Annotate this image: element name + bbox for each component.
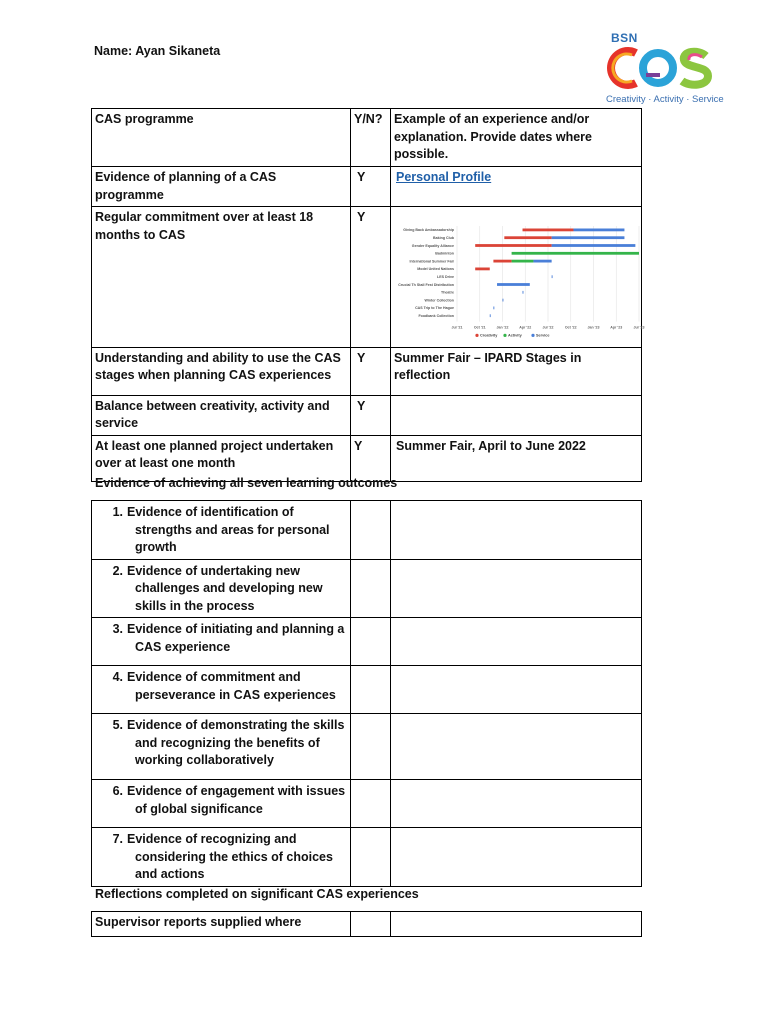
- chart-bar-segment: [493, 260, 511, 263]
- chart-category-label: Winter Collection: [424, 298, 454, 303]
- example-cell: [391, 395, 642, 435]
- chart-bar-segment: [533, 260, 551, 263]
- logo-tagline: Creativity · Activity · Service: [606, 94, 724, 105]
- chart-bar-segment: [573, 229, 624, 232]
- learning-outcome-text: and recognizing the benefits of: [135, 735, 320, 750]
- chart-category-label: Foodbank Collection: [418, 314, 454, 318]
- example-cell: [391, 501, 642, 560]
- yn-cell: Y: [351, 435, 391, 481]
- example-cell: [391, 828, 642, 887]
- learning-outcome-cell: [92, 666, 351, 714]
- chart-category-label: Model United Nations: [417, 267, 454, 272]
- chart-cell: [391, 207, 645, 348]
- header-example: Example of an experience and/or explanation. Provide dates where possible.: [391, 109, 642, 167]
- example-cell: [391, 780, 642, 828]
- yn-cell: [351, 780, 391, 828]
- learning-outcome-text: skills in the process: [135, 598, 255, 613]
- chart-bar-segment: [552, 236, 625, 239]
- table-row: [92, 207, 642, 348]
- learning-outcome-text: Evidence of demonstrating the skills: [127, 718, 345, 732]
- example-cell: [391, 912, 642, 937]
- example-cell: [391, 618, 642, 666]
- supervisor-table: [91, 911, 642, 937]
- chart-bar-segment: [504, 236, 551, 239]
- criterion-cell: Supervisor reports supplied where: [92, 912, 351, 937]
- chart-bar-segment: [475, 268, 490, 271]
- learning-outcome-row: [92, 666, 642, 714]
- learning-outcome-number: 3.: [112, 622, 123, 636]
- yn-cell: [351, 912, 391, 937]
- chart-bar-segment: [552, 275, 553, 278]
- chart-bar-segment: [493, 307, 494, 310]
- chart-category-label: Giving Back Ambassadorship: [403, 228, 454, 233]
- chart-bar-segment: [512, 252, 639, 255]
- chart-legend-swatch: [503, 334, 506, 337]
- chart-x-tick-label: Apr '22: [519, 325, 532, 330]
- learning-outcome-row: [92, 501, 642, 560]
- chart-x-tick-label: Jan '22: [496, 325, 509, 330]
- learning-outcome-text: strengths and areas for personal: [135, 522, 330, 537]
- learning-outcome-text: and actions: [135, 867, 205, 881]
- chart-legend-label: Activity: [508, 333, 522, 338]
- learning-outcome-row: [92, 618, 642, 666]
- criterion-cell: At least one planned project undertaken over at least one month: [92, 435, 351, 481]
- learning-outcome-number: 1.: [112, 505, 123, 519]
- chart-category-label: Baking Club: [433, 236, 454, 240]
- reflections-heading: Reflections completed on significant CAS experiences: [95, 887, 419, 901]
- cas-timeline-chart: [397, 221, 645, 341]
- learning-outcome-text: Evidence of recognizing and: [127, 832, 297, 846]
- chart-bar-segment: [503, 299, 504, 302]
- learning-outcome-text: Evidence of engagement with issues: [127, 784, 346, 798]
- yn-cell: [351, 559, 391, 618]
- bsn-cas-logo: [602, 30, 724, 106]
- learning-outcome-cell: [92, 618, 351, 666]
- chart-category-label: Gender Equality Alliance: [411, 243, 454, 248]
- example-cell: [391, 714, 642, 780]
- example-cell: Summer Fair, April to June 2022: [391, 435, 642, 481]
- learning-outcome-text: CAS experience: [135, 639, 231, 654]
- chart-category-label: International Summer Fair: [409, 259, 454, 264]
- chart-legend-swatch: [531, 334, 534, 337]
- chart-category-label: Theatre: [441, 290, 454, 295]
- cas-programme-table: [91, 108, 645, 482]
- chart-legend-swatch: [475, 334, 478, 337]
- table-header-row: [92, 109, 642, 167]
- learning-outcome-row: [92, 780, 642, 828]
- learning-outcome-number: 6.: [112, 784, 123, 798]
- example-cell: [391, 559, 642, 618]
- yn-cell: [351, 828, 391, 887]
- learning-outcome-text: challenges and developing new: [135, 581, 323, 595]
- chart-bar-segment: [552, 244, 636, 247]
- chart-x-tick-label: Oct '22: [564, 325, 577, 330]
- chart-legend-label: Service: [536, 333, 550, 338]
- chart-category-label: LES Drive: [437, 275, 454, 279]
- learning-outcome-cell: [92, 780, 351, 828]
- chart-x-tick-label: Jul '21: [451, 325, 463, 330]
- chart-bar-segment: [475, 244, 551, 247]
- cas-logo-mark: [602, 45, 714, 91]
- learning-outcome-text: growth: [135, 540, 177, 554]
- chart-bar-segment: [512, 260, 534, 263]
- learning-outcomes-heading: Evidence of achieving all seven learning outcomes: [95, 476, 398, 490]
- chart-category-label: Crucial Th Stall Fest Distribution: [398, 282, 454, 287]
- criterion-cell: Evidence of planning of a CAS programme: [92, 167, 351, 207]
- yn-cell: Y: [351, 207, 391, 348]
- learning-outcome-row: [92, 714, 642, 780]
- learning-outcome-cell: [92, 828, 351, 887]
- chart-bar-segment: [523, 229, 574, 232]
- chart-legend-label: Creativity: [480, 333, 498, 338]
- learning-outcome-text: Evidence of undertaking new: [127, 563, 300, 578]
- learning-outcome-number: 7.: [112, 832, 123, 846]
- yn-cell: [351, 501, 391, 560]
- table-row: [92, 167, 642, 207]
- chart-x-tick-label: Oct '21: [473, 325, 486, 330]
- chart-category-label: CAS Trip to The Hague: [415, 306, 454, 311]
- learning-outcome-cell: [92, 501, 351, 560]
- learning-outcome-text: considering the ethics of choices: [135, 849, 333, 864]
- criterion-cell: Regular commitment over at least 18 months to CAS: [92, 207, 351, 348]
- chart-x-tick-label: Jan '23: [587, 325, 600, 330]
- learning-outcome-number: 5.: [112, 718, 123, 732]
- learning-outcome-number: 2.: [112, 563, 123, 578]
- chart-bar-segment: [523, 291, 524, 294]
- chart-x-tick-label: Apr '23: [610, 325, 623, 330]
- learning-outcome-text: Evidence of commitment and: [127, 670, 301, 684]
- header-yn: Y/N?: [351, 109, 391, 167]
- learning-outcome-text: Evidence of identification of: [127, 505, 294, 519]
- yn-cell: [351, 714, 391, 780]
- learning-outcome-text: perseverance in CAS experiences: [135, 687, 336, 702]
- yn-cell: [351, 618, 391, 666]
- yn-cell: Y: [351, 395, 391, 435]
- table-row: [92, 395, 642, 435]
- criterion-cell: Understanding and ability to use the CAS stages when planning CAS experiences: [92, 347, 351, 395]
- learning-outcome-row: [92, 559, 642, 618]
- student-name: Name: Ayan Sikaneta: [94, 44, 221, 58]
- learning-outcome-row: [92, 828, 642, 887]
- learning-outcome-text: of global significance: [135, 801, 263, 816]
- learning-outcome-cell: [92, 559, 351, 618]
- learning-outcome-cell: [92, 714, 351, 780]
- chart-bar-segment: [497, 283, 530, 286]
- chart-x-tick-label: Jul '22: [542, 325, 554, 330]
- learning-outcome-number: 4.: [112, 670, 123, 684]
- learning-outcomes-table: [91, 500, 642, 887]
- yn-cell: Y: [351, 167, 391, 207]
- example-cell: Summer Fair – IPARD Stages in reflection: [391, 347, 642, 395]
- learning-outcome-text: working collaboratively: [135, 753, 274, 767]
- logo-bsn-text: BSN: [611, 31, 638, 45]
- header-cas-programme: CAS programme: [92, 109, 351, 167]
- personal-profile-link[interactable]: Personal Profile: [396, 170, 492, 184]
- table-row: [92, 347, 642, 395]
- chart-category-label: Badminton: [435, 251, 454, 256]
- yn-cell: [351, 666, 391, 714]
- chart-x-tick-label: Jul '23: [633, 325, 645, 330]
- criterion-cell: Balance between creativity, activity and service: [92, 395, 351, 435]
- learning-outcome-text: Evidence of initiating and planning a: [127, 622, 345, 636]
- yn-cell: Y: [351, 347, 391, 395]
- chart-bar-segment: [490, 314, 491, 317]
- table-row: [92, 912, 642, 937]
- example-cell: [391, 666, 642, 714]
